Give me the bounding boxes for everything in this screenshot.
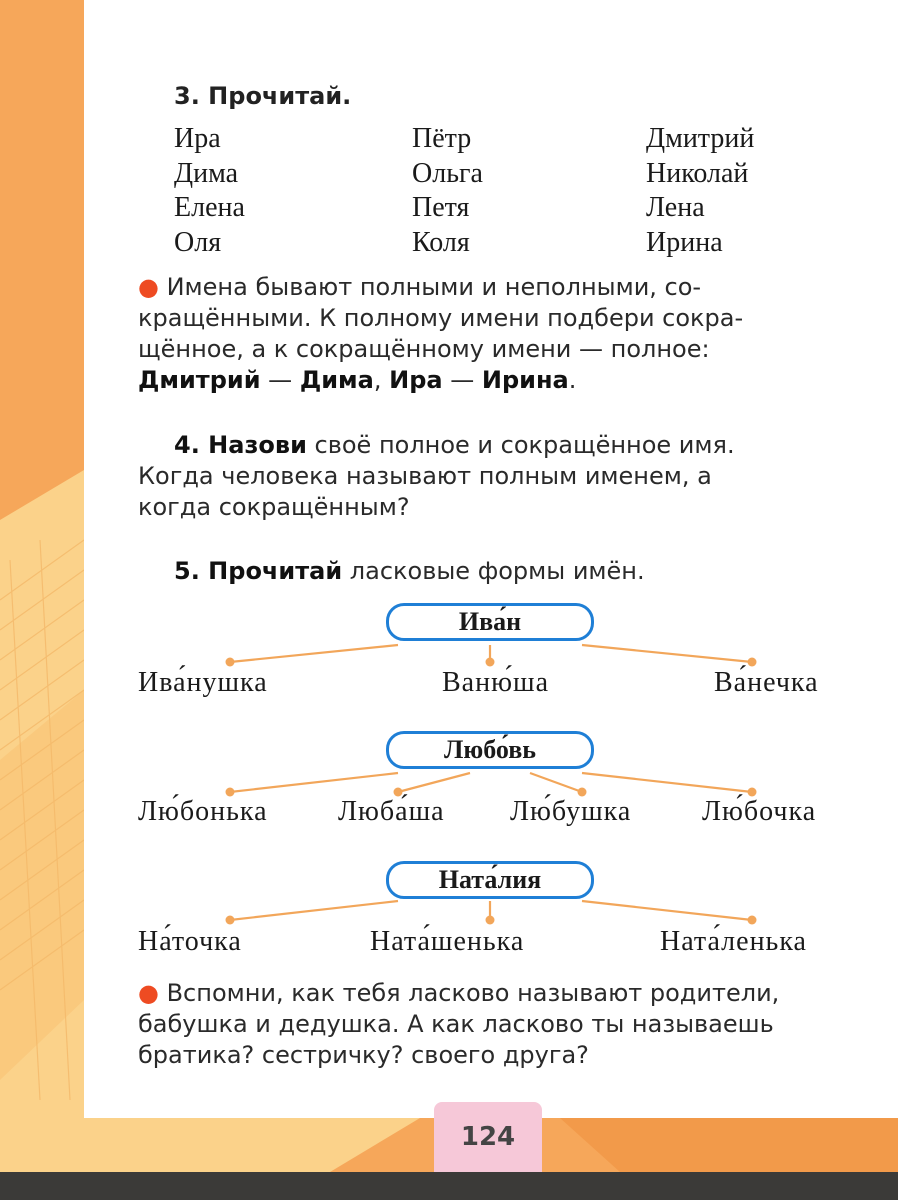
pet-name: Люба́ша	[338, 796, 445, 827]
pet-name: Лю́бонька	[138, 796, 268, 827]
exercise-5-lead: 5. Прочитай	[174, 557, 343, 585]
example-name: Дмитрий	[138, 366, 261, 394]
final-line: Вспомни, как тебя ласково называют родители,	[166, 979, 780, 1007]
exercise-5-rest: ласковые формы имён.	[349, 557, 645, 585]
exercise-5-final-task	[138, 978, 842, 1071]
pet-name: На́точка	[138, 926, 242, 957]
exercise-5-title	[138, 556, 842, 587]
exercise-3-task	[138, 272, 842, 396]
name-item: Петя	[412, 192, 470, 223]
root-name-pill: Ната́лия	[386, 861, 594, 899]
pet-name: Лю́бочка	[702, 796, 817, 827]
bullet-icon: ●	[138, 979, 159, 1007]
exercise-4	[138, 430, 842, 523]
comma: ,	[373, 366, 382, 394]
example-name: Ира	[389, 366, 443, 394]
name-item: Пётр	[412, 123, 472, 154]
name-item: Ольга	[412, 158, 483, 189]
final-line: бабушка и дедушка. А как ласково ты называешь	[138, 1010, 774, 1038]
name-item: Дмитрий	[646, 123, 755, 154]
exercise-4-line: Когда человека называют полным именем, а	[138, 462, 712, 490]
exercise-3-title: 3. Прочитай.	[174, 82, 352, 110]
name-item: Ирина	[646, 227, 723, 258]
name-item: Николай	[646, 158, 749, 189]
exercise-4-lead: 4. Назови	[174, 431, 307, 459]
example-name: Дима	[299, 366, 374, 394]
period: .	[568, 366, 577, 394]
task-line: Имена бывают полными и неполными, со-	[166, 273, 702, 301]
task-line: щённое, а к сокращённому имени — полное:	[138, 335, 710, 363]
bullet-icon: ●	[138, 273, 159, 301]
page-number: 124	[434, 1102, 542, 1172]
example-name: Ирина	[481, 366, 569, 394]
pet-name: Ната́ленька	[660, 926, 807, 957]
name-item: Оля	[174, 227, 222, 258]
bottom-bar	[0, 1172, 898, 1200]
name-item: Лена	[646, 192, 705, 223]
name-item: Елена	[174, 192, 245, 223]
pet-name: Ната́шенька	[370, 926, 525, 957]
name-item: Коля	[412, 227, 470, 258]
root-name-pill: Ива́н	[386, 603, 594, 641]
task-line: кращёнными. К полному имени подбери сокра-	[138, 304, 744, 332]
name-item: Ира	[174, 123, 221, 154]
name-item: Дима	[174, 158, 239, 189]
root-name-pill: Любо́вь	[386, 731, 594, 769]
dash: —	[450, 366, 475, 394]
exercise-4-line: своё полное и сокращённое имя.	[314, 431, 735, 459]
exercise-4-line: когда сокращённым?	[138, 493, 410, 521]
pet-name: Ива́нушка	[138, 667, 268, 698]
task-example	[138, 365, 842, 396]
pet-name: Лю́бушка	[510, 796, 632, 827]
pet-name: Ва́нечка	[714, 667, 819, 698]
dash: —	[268, 366, 293, 394]
pet-name: Ваню́ша	[442, 667, 549, 698]
final-line: братика? сестричку? своего друга?	[138, 1041, 589, 1069]
